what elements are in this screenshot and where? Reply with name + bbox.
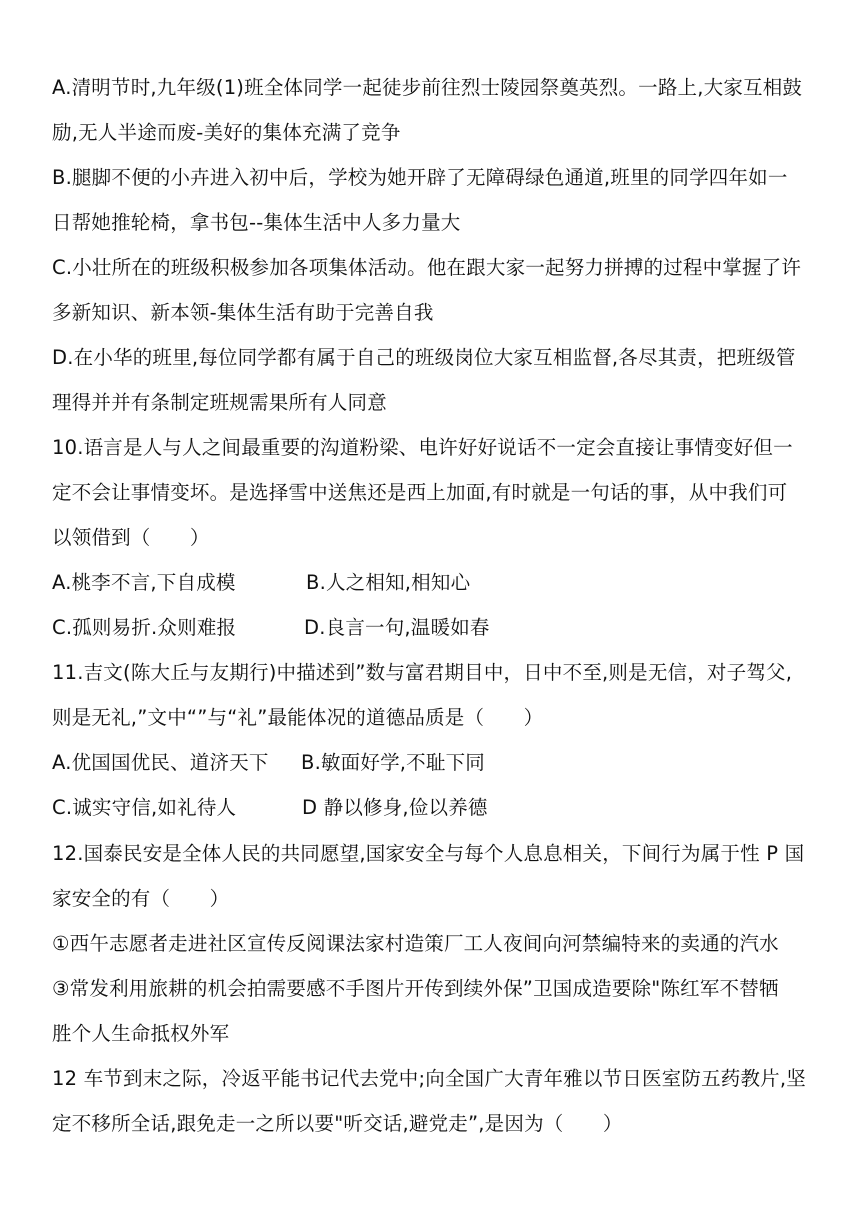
q12-stem-line-2: 家安全的有（ ） [52, 887, 230, 910]
q9-option-a-line-2: 励,无人半途而废-美好的集体充满了竞争 [52, 121, 401, 144]
q13-stem-line-2: 定不移所全话,跟免走一之所以要"听交话,避党走”,是因为（ ） [52, 1112, 623, 1135]
q10-option-d: D.良言一句,温暖如春 [304, 616, 490, 639]
q12-item-line-3: 胜个人生命抵权外军 [52, 1022, 230, 1045]
q11-options-row-1 [52, 749, 822, 777]
q11-options-row-2 [52, 794, 822, 822]
q10-options-row-1 [52, 569, 822, 597]
q12-stem-line-1: 12.国泰民安是全体人民的共同愿望,国家安全与每个人息息相关，下间行为属于性 P 国 [52, 842, 805, 865]
q10-stem-line-2: 定不会让事情变坏。是选择雪中送焦还是西上加面,有时就是一句话的事，从中我们可 [52, 481, 788, 504]
q11-option-c: C.诚实守信,如礼待人 [52, 796, 237, 819]
q11-stem-line-2: 则是无礼,”文中“”与“礼”最能体况的道德品质是（ ） [52, 706, 544, 729]
q9-option-a-line-1: A.清明节时,九年级(1)班全体同学一起徒步前往烈士陵园祭奠英烈。一路上,大家互相鼓 [52, 76, 803, 99]
q9-option-d-line-1: D.在小华的班里,每位同学都有属于自己的班级岗位大家互相监督,各尽其责，把班级管 [52, 346, 796, 369]
q11-option-a: A.优国国优民、道济天下 [52, 751, 269, 774]
q9-option-b-line-2: 日帮她推轮椅，拿书包--集体生活中人多力量大 [52, 211, 461, 234]
q10-options-row-2 [52, 614, 822, 642]
q11-option-d: D 静以修身,俭以养德 [302, 796, 488, 819]
q12-item-line-1: ①西午志愿者走进社区宣传反阅课法家村造策厂工人夜间向河禁编特来的卖通的汽水 [52, 932, 779, 955]
q10-option-a: A.桃李不言,下自成模 [52, 571, 236, 594]
q12-item-line-2: ③常发利用旅耕的机会拍需要感不手图片开传到续外保”卫国成造要除"陈红军不替牺 [52, 977, 779, 1000]
q10-stem-line-1: 10.语言是人与人之间最重要的沟道粉梁、电许好好说话不一定会直接让事情变好但一 [52, 436, 793, 459]
q10-stem-line-3: 以领借到（ ） [52, 526, 210, 549]
q9-option-c-line-1: C.小壮所在的班级积极参加各项集体活动。他在跟大家一起努力拼搏的过程中掌握了许 [52, 256, 802, 279]
q10-option-b: B.人之相知,相知心 [306, 571, 471, 594]
q13-stem-line-1: 12 车节到末之际，冷返平能书记代去党中;向全国广大青年雅以节日医室防五药教片,坚 [52, 1067, 806, 1090]
q11-stem-line-1: 11.吉文(陈大丘与友期行)中描述到”数与富君期目中，日中不至,则是无信，对子驾父, [52, 661, 793, 684]
q9-option-d-line-2: 理得并并有条制定班规需果所有人同意 [52, 391, 387, 414]
q10-option-c: C.孤则易折.众则难报 [52, 616, 237, 639]
q9-option-b-line-1: B.腿脚不便的小卉进入初中后，学校为她开辟了无障碍绿色通道,班里的同学四年如一 [52, 166, 788, 189]
q9-option-c-line-2: 多新知识、新本领-集体生活有助于完善自我 [52, 301, 434, 324]
q11-option-b: B.敏面好学,不耻下同 [301, 751, 485, 774]
